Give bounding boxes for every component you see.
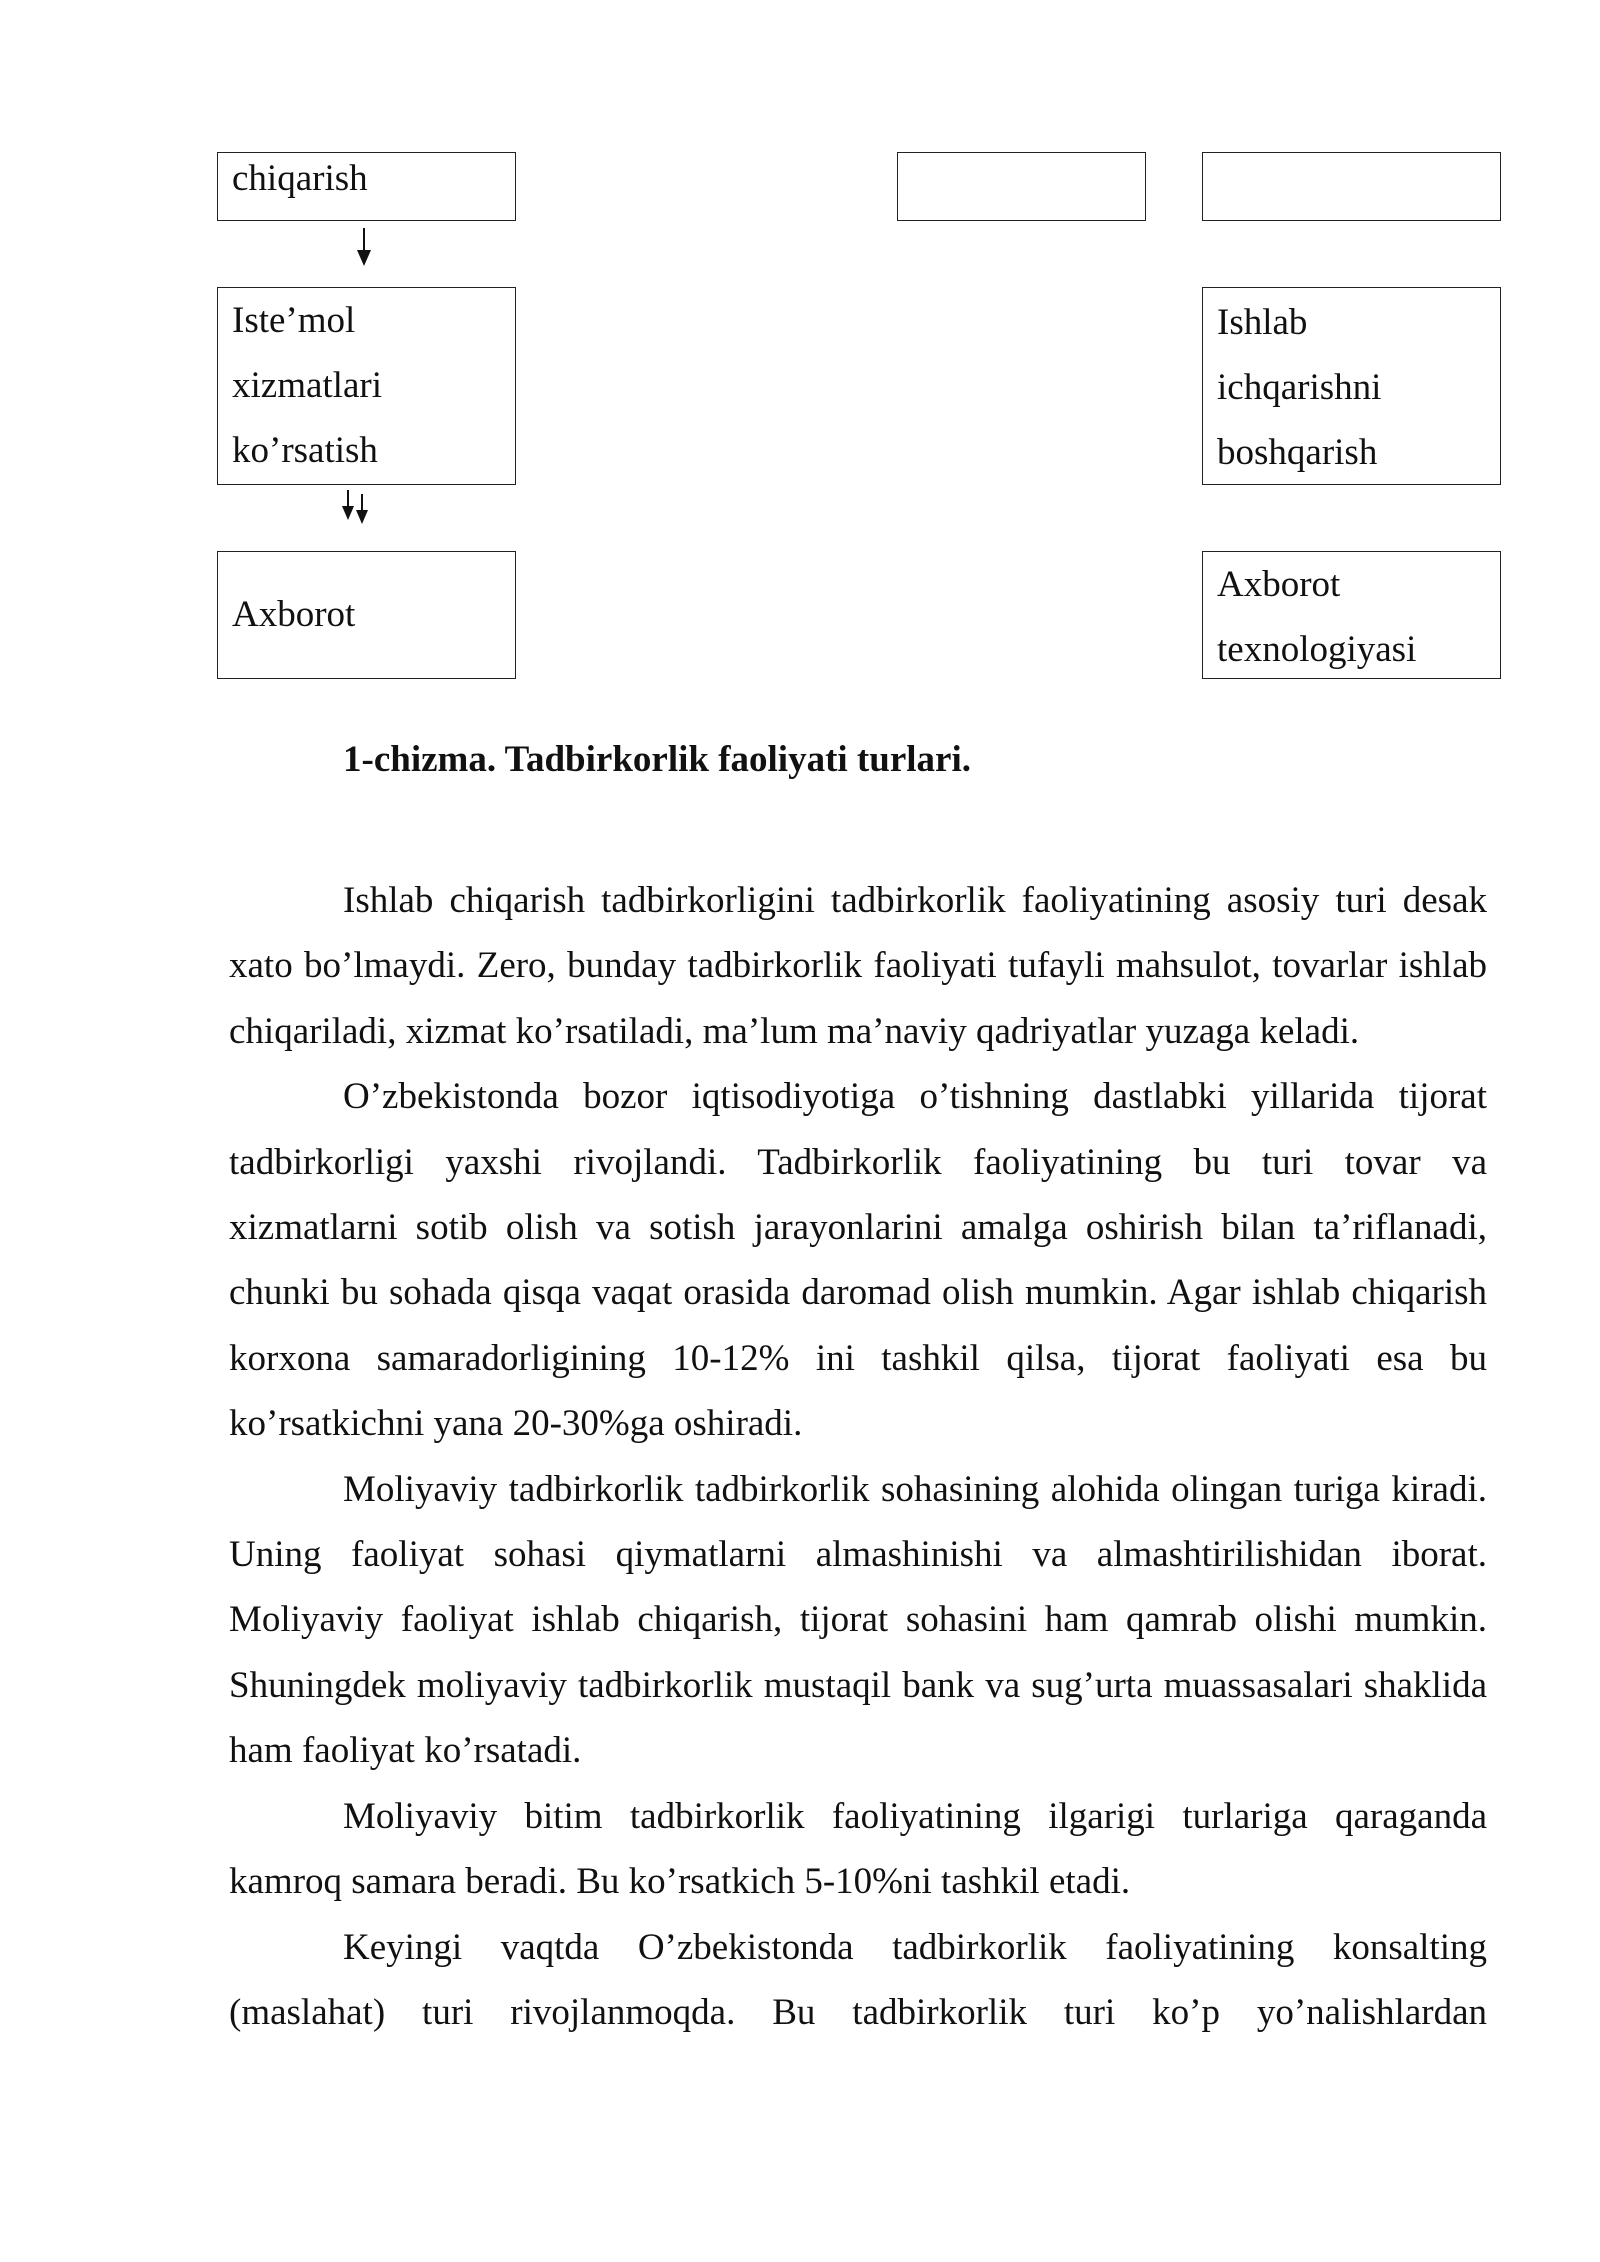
paragraph: Ishlab chiqarish tadbirkorligini tadbirkorlik faoliyatining asosiy turi desak xato bo’lmaydi. Zero, bunday tadbirkorlik faoliyati tufayli mahsulot, tovarlar ishlab chiqariladi, xizmat ko’rsatiladi, ma’lum ma’naviy qadriyatlar yuzaga keladi. xyxy=(229,880,1487,1052)
box-line: chiqarish xyxy=(232,158,368,199)
paragraph: Moliyaviy tadbirkorlik tadbirkorlik sohasining alohida olingan turiga kiradi. Uning faoliyat sohasi qiymatlarni almashinishi va almashtirilishidan iborat. Moliyaviy faoliyat ishlab chiqarish, tijorat sohasini ham qamrab olishi mumkin. Shuningdek moliyaviy tadbirkorlik mustaqil bank va sug’urta muassasalari shaklida ham faoliyat ko’rsatadi. xyxy=(229,1468,1487,1772)
diagram-box-production xyxy=(217,152,516,221)
body-text xyxy=(229,868,1487,2045)
figure-caption: 1-chizma. Tadbirkorlik faoliyati turlari. xyxy=(343,739,971,780)
box-line: Axborot xyxy=(232,594,356,635)
diagram-box-empty-middle xyxy=(897,152,1146,221)
box-line: Iste’mol xyxy=(232,300,356,341)
paragraph: Keyingi vaqtda O’zbekistonda tadbirkorlik faoliyatining konsalting (maslahat) turi rivojlanmoqda. Bu tadbirkorlik turi ko’p yo’nalishlardan xyxy=(229,1926,1487,2033)
box-line: Ishlab xyxy=(1217,302,1308,343)
diagram-box-information-technology xyxy=(1202,551,1501,679)
box-line: ichqarishni xyxy=(1217,367,1382,408)
box-line: boshqarish xyxy=(1217,432,1378,473)
box-line: xizmatlari xyxy=(232,365,382,406)
double-arrow-down-icon xyxy=(338,488,378,528)
arrow-down-icon xyxy=(352,226,376,268)
diagram-box-consumer-services xyxy=(217,287,516,485)
diagram-box-information xyxy=(217,551,516,679)
paragraph: Moliyaviy bitim tadbirkorlik faoliyatining ilgarigi turlariga qaraganda kamroq samara beradi. Bu ko’rsatkich 5-10%ni tashkil etadi. xyxy=(229,1795,1487,1903)
diagram-box-empty-right xyxy=(1202,152,1501,221)
diagram-box-production-management xyxy=(1202,287,1501,485)
box-line: Axborot xyxy=(1217,564,1341,605)
box-line: ko’rsatish xyxy=(232,430,378,471)
box-line: texnologiyasi xyxy=(1217,629,1417,670)
paragraph: O’zbekistonda bozor iqtisodiyotiga o’tishning dastlabki yillarida tijorat tadbirkorligi yaxshi rivojlandi. Tadbirkorlik faoliyatining bu turi tovar va xizmatlarni sotib olish va sotish jarayonlarini amalga oshirish bilan ta’riflanadi, chunki bu sohada qisqa vaqat orasida daromad olish mumkin. Agar ishlab chiqarish korxona samaradorligining 10-12% ini tashkil qilsa, tijorat faoliyati esa bu ko’rsatkichni yana 20-30%ga oshiradi. xyxy=(229,1076,1487,1445)
